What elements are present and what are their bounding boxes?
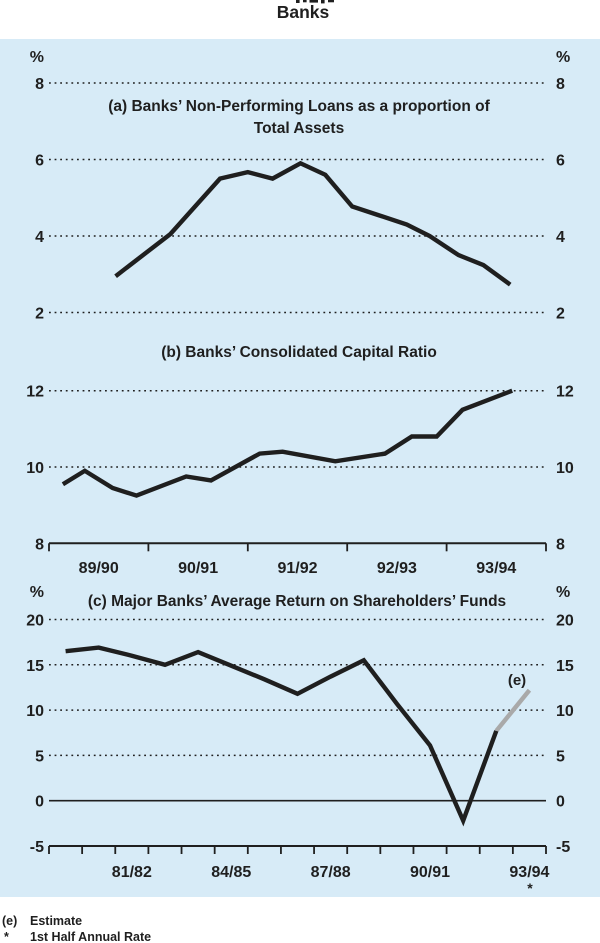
y-tick-label: 10 [556, 703, 574, 721]
y-tick-label: 20 [26, 612, 44, 630]
y-tick-label: 4 [556, 229, 565, 246]
y-tick-label: 2 [556, 305, 565, 323]
y-tick-label: 12 [556, 383, 574, 401]
percent-unit-label: % [556, 584, 571, 601]
y-tick-label: 0 [35, 793, 44, 811]
y-tick-label: -5 [29, 839, 44, 856]
footer-footnote-key: * [4, 930, 9, 943]
x-tick-label: 92/93 [376, 560, 417, 577]
x-tick-label: 90/91 [178, 560, 219, 577]
y-tick-label: 5 [556, 748, 565, 766]
percent-unit-label: % [29, 49, 44, 66]
panel-b-title: (b) Banks’ Consolidated Capital Ratio [161, 344, 437, 361]
footer-footnote-text: 1st Half Annual Rate [30, 930, 152, 943]
y-tick-label: 8 [35, 76, 44, 93]
panel-a-title-line1: (a) Banks’ Non-Performing Loans as a proportion of [108, 98, 490, 115]
chart-background [0, 39, 600, 897]
y-tick-label: 2 [35, 305, 44, 323]
footer-estimate-text: Estimate [30, 914, 83, 928]
y-tick-label: 10 [26, 460, 44, 477]
y-tick-label: 10 [26, 703, 44, 721]
y-tick-label: 15 [26, 657, 44, 675]
x-tick-label: 87/88 [310, 864, 351, 881]
x-tick-label: 93/94 [476, 560, 517, 577]
panel-a-title-line2: Total Assets [253, 120, 345, 137]
footnote-asterisk: * [527, 880, 533, 896]
y-tick-label: 20 [556, 612, 574, 630]
y-tick-label: 6 [35, 152, 44, 170]
x-tick-label: 90/91 [410, 864, 451, 881]
y-tick-label: 8 [556, 536, 565, 554]
percent-unit-label: % [29, 584, 44, 601]
percent-unit-label: % [556, 49, 571, 66]
estimate-annotation: (e) [507, 672, 527, 689]
y-tick-label: 8 [556, 76, 565, 93]
y-tick-label: 6 [556, 152, 565, 170]
panel-c-title: (c) Major Banks’ Average Return on Shareholders’ Funds [87, 593, 507, 610]
y-tick-label: 10 [556, 460, 574, 477]
x-tick-label: 84/85 [211, 864, 252, 881]
y-tick-label: 0 [556, 793, 565, 811]
y-tick-label: -5 [556, 839, 571, 856]
y-tick-label: 12 [26, 383, 44, 401]
y-tick-label: 15 [556, 657, 574, 675]
x-tick-label: 91/92 [277, 560, 318, 577]
y-tick-label: 8 [35, 536, 44, 554]
x-tick-label: 89/90 [78, 560, 119, 577]
footer-estimate-key: (e) [2, 914, 18, 928]
y-tick-label: 5 [35, 748, 44, 766]
y-tick-label: 4 [35, 229, 44, 246]
figure-title: Banks [276, 2, 330, 22]
x-tick-label: 81/82 [111, 864, 152, 881]
x-tick-label: 93/94 [509, 864, 550, 881]
